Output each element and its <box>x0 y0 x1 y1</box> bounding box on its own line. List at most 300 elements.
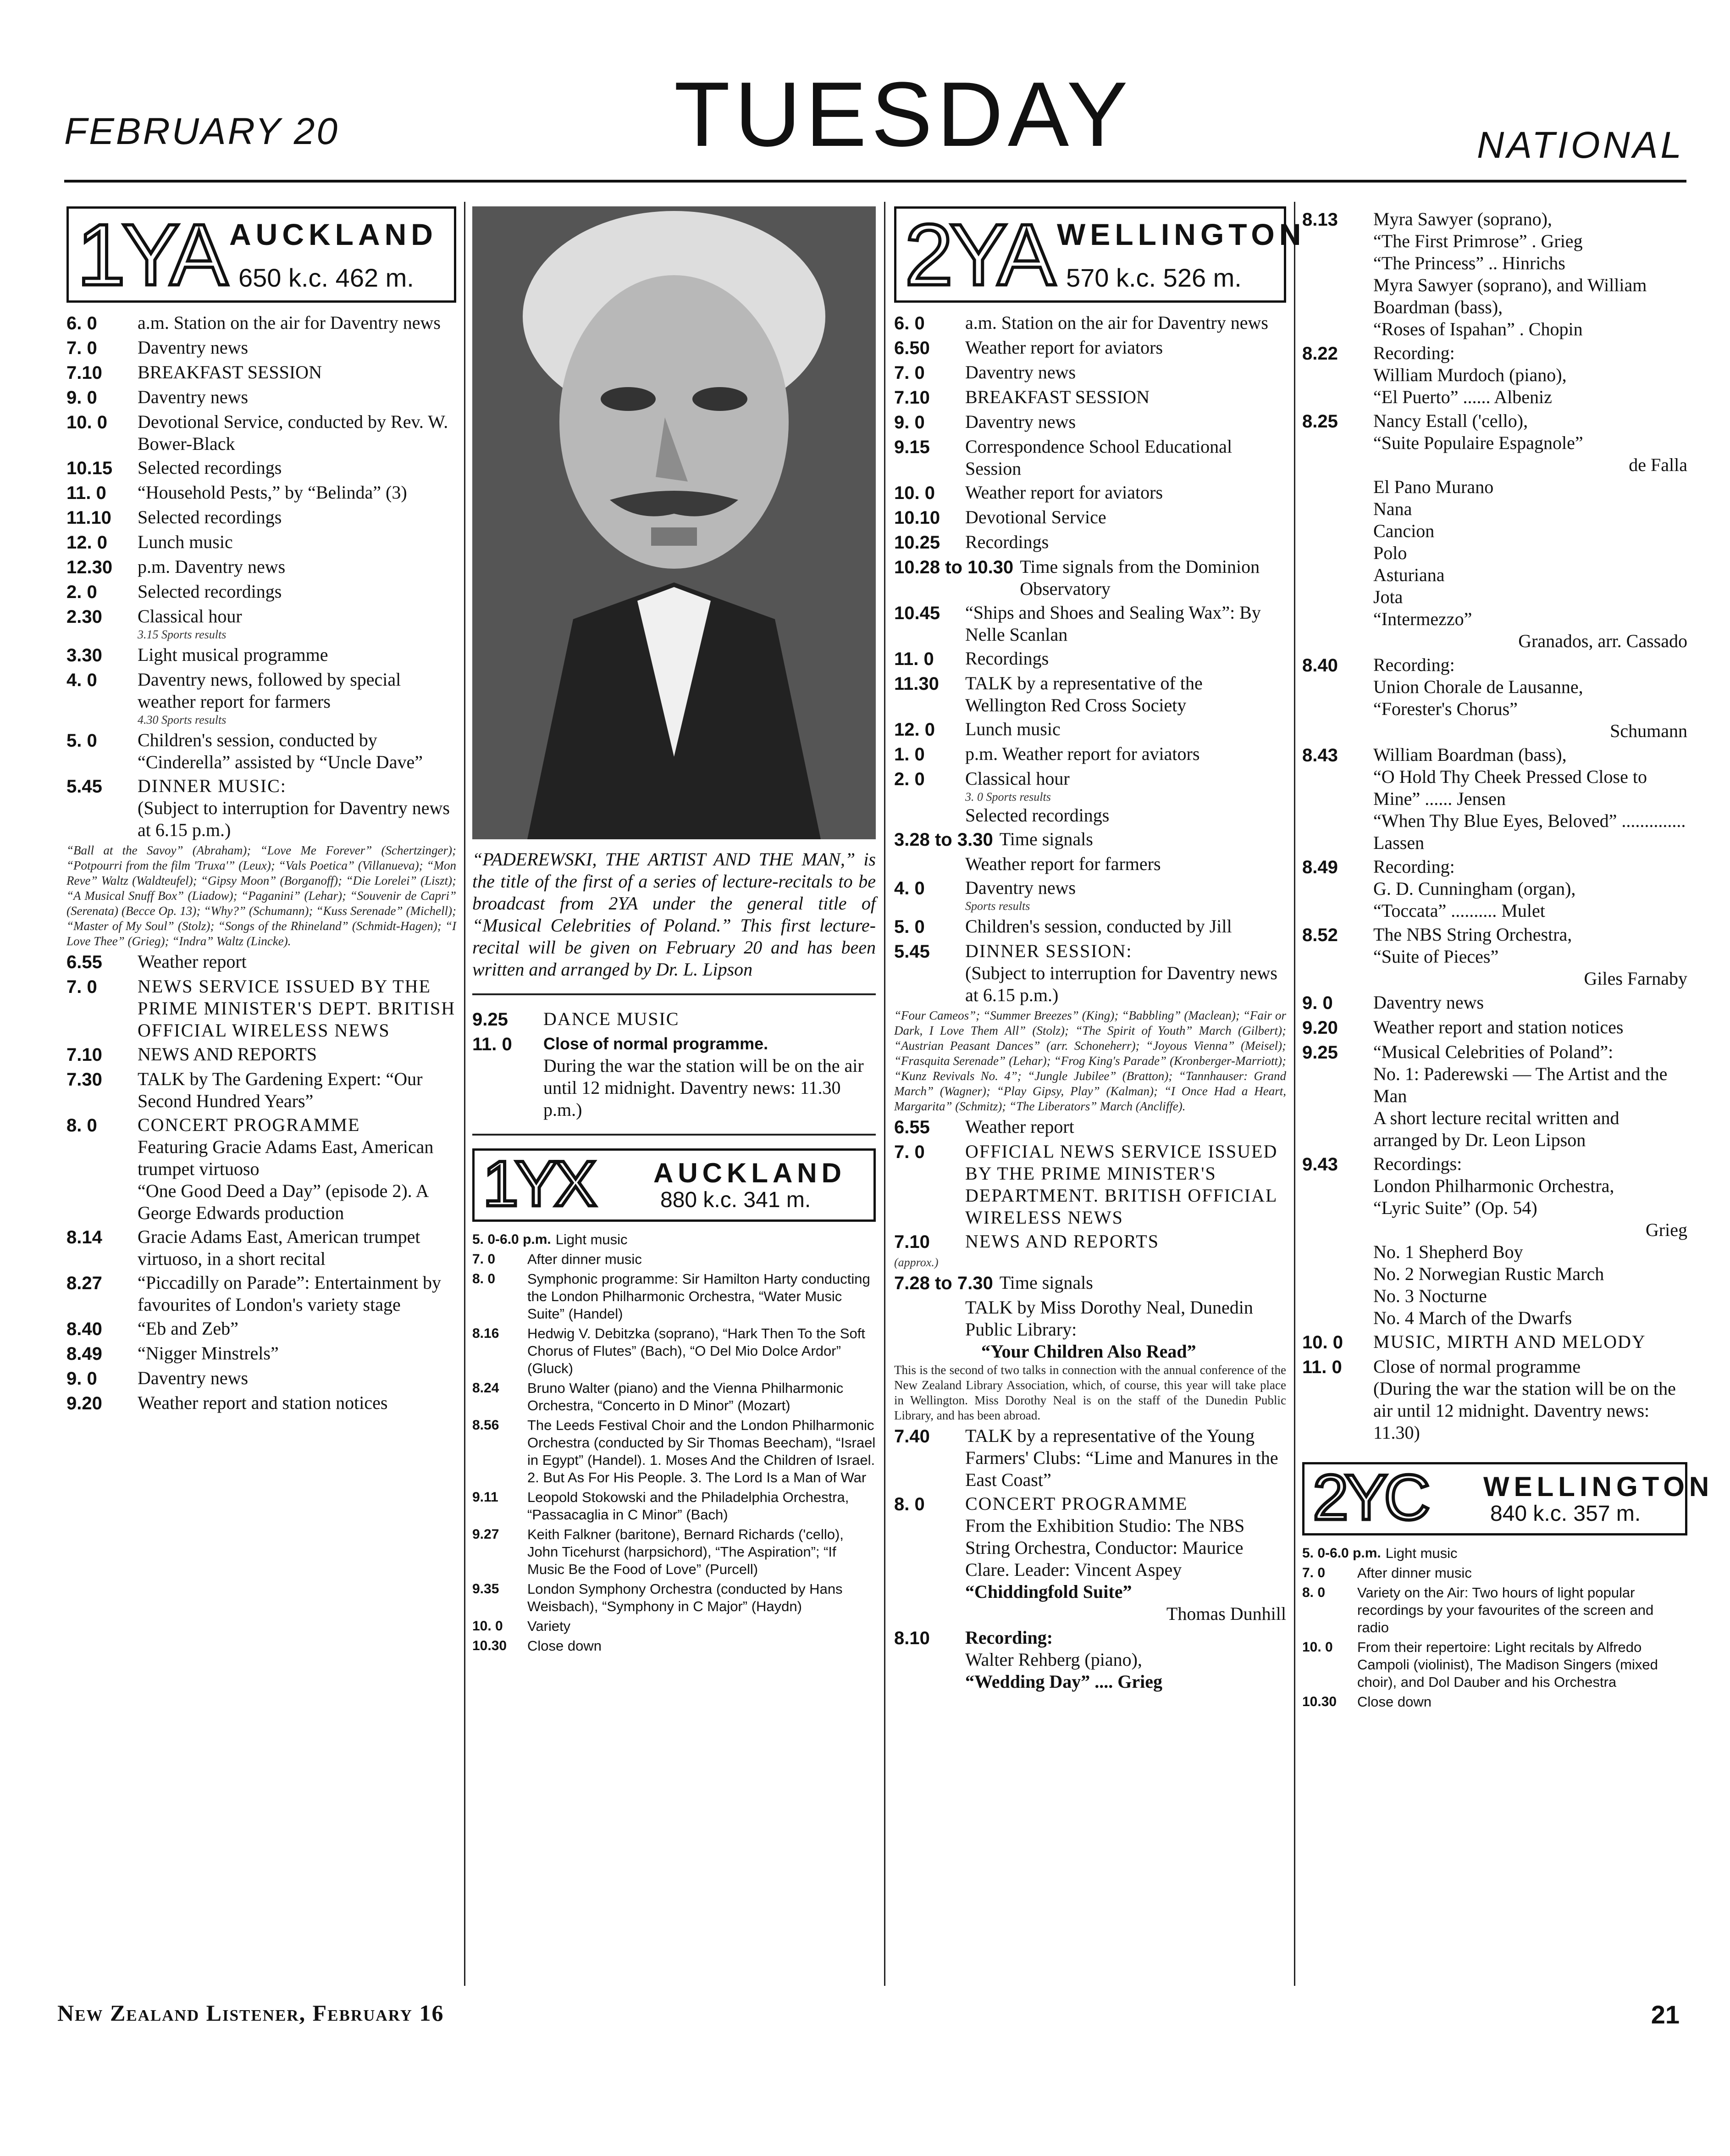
programme-entry <box>1302 654 1687 742</box>
programme-entry <box>894 828 1286 851</box>
entry-line: “El Puerto” ...... Albeniz <box>1373 387 1552 407</box>
entry-subtext: TALK by Miss Dorothy Neal, Dunedin Public Library: <box>965 1297 1253 1340</box>
programme-entry <box>1302 1545 1687 1562</box>
entry-composer: Schumann <box>1610 721 1687 741</box>
entry-note: (approx.) <box>894 1256 939 1269</box>
programme-entry <box>894 531 1286 554</box>
header-date: FEBRUARY 20 <box>64 111 339 152</box>
entry-text: Symphonic programme: Sir Hamilton Harty conducting the London Philharmonic Orchestra, “Water Music Suite” (Handel) <box>527 1271 870 1322</box>
programme-entry <box>894 436 1286 480</box>
entry-text: Weather report for aviators <box>965 482 1163 503</box>
programme-entry <box>66 1043 456 1066</box>
programme-entry <box>894 1627 1286 1693</box>
entry-text: Recording: <box>965 1627 1053 1648</box>
entry-text: Hedwig V. Debitzka (soprano), “Hark Then To the Soft Chorus of Flutes” (Bach), “O Del Mio Dolce Ardor” (Gluck) <box>527 1325 865 1376</box>
entry-time: 6.50 <box>894 338 930 358</box>
entry-text: “Piccadilly on Parade”: Entertainment by favourites of London's variety stage <box>138 1272 441 1315</box>
entry-text: “Nigger Minstrels” <box>138 1343 279 1363</box>
entry-subtext: From the Exhibition Studio: The NBS String Orchestra, Conductor: Maurice Clare. Leader: Vincent Aspey <box>965 1515 1245 1580</box>
entry-text: DINNER MUSIC: <box>138 776 287 796</box>
station-call-sign: 2YA <box>905 206 1052 304</box>
entry-text: Children's session, conducted by Jill <box>965 916 1232 937</box>
entry-text: DANCE MUSIC <box>543 1009 680 1029</box>
entry-text: Daventry news <box>138 1368 249 1388</box>
entry-text: “Musical Celebrities of Poland”: <box>1373 1042 1614 1062</box>
entry-subtext: (Subject to interruption for Daventry news at 6.15 p.m.) <box>138 798 450 840</box>
entry-note: 3.15 Sports results <box>138 628 227 641</box>
entry-text: Time signals <box>999 829 1093 849</box>
entry-time: 6. 0 <box>894 313 925 333</box>
entry-time: 8.43 <box>1302 745 1338 765</box>
entry-subtext: Featuring Gracie Adams East, American trumpet virtuoso <box>138 1136 434 1179</box>
entry-text: Daventry news <box>965 362 1076 382</box>
column-2ya-cont <box>1302 206 1714 1713</box>
entry-text: Light music <box>555 1231 628 1247</box>
entry-text: Gracie Adams East, American trumpet virtuoso, in a short recital <box>138 1226 420 1269</box>
entry-text: Time signals <box>999 1272 1093 1293</box>
entry-text: Recordings <box>965 532 1049 552</box>
entry-time: 10.25 <box>894 532 940 553</box>
entry-text: Bruno Walter (piano) and the Vienna Philharmonic Orchestra, “Concerto in D Minor” (Mozart) <box>527 1380 844 1413</box>
entry-text: Time signals from the Dominion Observatory <box>1020 556 1260 599</box>
entry-time: 9.25 <box>1302 1042 1338 1063</box>
entry-text: CONCERT PROGRAMME <box>965 1493 1188 1514</box>
programme-entry <box>894 877 1286 914</box>
programme-entry <box>894 602 1286 646</box>
entry-time: 11. 0 <box>894 649 934 669</box>
entry-text: Recording: <box>1373 856 1455 877</box>
entry-time: 4. 0 <box>66 670 97 690</box>
entry-subtext: (Subject to interruption for Daventry news at 6.15 p.m.) <box>965 963 1277 1005</box>
programme-entry <box>66 482 456 504</box>
entry-time: 9.35 <box>472 1581 499 1596</box>
photo-caption: “PADEREWSKI, THE ARTIST AND THE MAN,” is the title of the first of a series of lecture-recitals to be broadcast from 2YA under the general title of “Musical Celebrities of Poland.” This first lecture-recital will be given on February 20 and has been written and arranged by Dr. L. Lipson <box>472 849 876 980</box>
entry-time: 9.11 <box>472 1490 498 1505</box>
entry-time: 12. 0 <box>66 532 107 553</box>
entry-time: 2. 0 <box>894 769 925 789</box>
entry-text: TALK by a representative of the Wellington Red Cross Society <box>965 673 1203 715</box>
programme-entry <box>66 457 456 480</box>
station-call-sign: 2YC <box>1313 1461 1427 1533</box>
station-call-sign: 1YA <box>77 206 225 304</box>
programme-entry <box>66 1392 456 1415</box>
entry-time: 10. 0 <box>472 1618 503 1634</box>
entry-work: “Wedding Day” .... Grieg <box>965 1671 1163 1692</box>
entry-time: 8.40 <box>1302 655 1338 676</box>
programme-entry <box>472 1008 876 1031</box>
entry-line: London Philharmonic Orchestra, <box>1373 1175 1614 1196</box>
entry-text: Variety <box>527 1618 571 1634</box>
entry-text: The NBS String Orchestra, <box>1373 924 1572 945</box>
entry-time: 11. 0 <box>1302 1357 1342 1377</box>
column-2ya <box>894 206 1306 1695</box>
dinner-music-list: “Ball at the Savoy” (Abraham); “Love Me Forever” (Schertzinger); “Potpourri from the film 'Truxa'” (Leux); “Vals Poetica” (Villanueva); “Mon Reve” Waltz (Waldteufel); “Gipsy Moon” (Borganoff); “Die Lorelei” (Liszt); “A Musical Snuff Box” (Liadow); “Paganini” (Lehar); “Souvenir de Capri” (Serenata) (Becce Op. 13); “Why?” (Schumann); “Kuss Serenade” (Michell); “Master of My Soul” (Stolz); “Songs of the Rhineland” (Schmidt-Hagen); “I Love Thee” (Grieg); “Indra” Waltz (Lincke). <box>66 843 456 948</box>
programme-entry <box>894 1493 1286 1625</box>
programme-entry <box>472 1580 876 1615</box>
entry-time: 7. 0 <box>894 1142 925 1162</box>
section-rule <box>472 993 876 995</box>
entry-text: Daventry news <box>965 411 1076 432</box>
entry-text: “Eb and Zeb” <box>138 1318 238 1339</box>
station-box-2yc <box>1302 1461 1714 1535</box>
entry-text: p.m. Daventry news <box>138 556 286 577</box>
entry-time: 7. 0 <box>472 1252 496 1267</box>
entry-subtext: Selected recordings <box>965 805 1110 826</box>
programme-entry <box>472 1618 876 1635</box>
programme-entry <box>66 556 456 579</box>
work-item: No. 3 Nocturne <box>1373 1286 1487 1306</box>
entry-text: a.m. Station on the air for Daventry news <box>965 312 1268 333</box>
entry-time: 6.55 <box>66 952 102 972</box>
entry-time: 7.10 <box>66 363 102 383</box>
station-city: AUCKLAND <box>229 217 437 251</box>
programme-entry <box>1302 992 1687 1014</box>
programme-entry <box>1302 342 1687 408</box>
entry-text: Daventry news <box>965 877 1076 898</box>
column-divider <box>884 202 885 1986</box>
entry-text: CONCERT PROGRAMME <box>138 1114 360 1135</box>
entry-text: BREAKFAST SESSION <box>138 362 322 382</box>
work-item: Nana <box>1373 499 1412 519</box>
entry-subtext: During the war the station will be on the air until 12 midnight. Daventry news: 11.30 p.m.) <box>543 1055 864 1120</box>
entry-time: 11. 0 <box>472 1034 512 1054</box>
station-frequency: 840 k.c. 357 m. <box>1490 1502 1641 1526</box>
programme-entry <box>1302 1153 1687 1329</box>
programme-entry <box>1302 1584 1687 1636</box>
entry-line: G. D. Cunningham (organ), <box>1373 878 1576 899</box>
programme-entry <box>472 1033 876 1121</box>
work-item: Cancion <box>1373 521 1435 541</box>
entry-line: “When Thy Blue Eyes, Beloved” .............. Lassen <box>1373 810 1686 853</box>
entry-line: “Lyric Suite” (Op. 54) <box>1373 1197 1537 1218</box>
programme-entry <box>1302 856 1687 922</box>
entry-text: Nancy Estall ('cello), <box>1373 410 1528 431</box>
programme-entry <box>472 1325 876 1377</box>
entry-text: a.m. Station on the air for Daventry news <box>138 312 441 333</box>
programme-entry <box>894 768 1286 826</box>
entry-text: Selected recordings <box>138 581 282 602</box>
entry-text: TALK by a representative of the Young Farmers' Clubs: “Lime and Manures in the East Coast” <box>965 1425 1278 1490</box>
entry-text: “Household Pests,” by “Belinda” (3) <box>138 482 407 503</box>
entry-text: OFFICIAL NEWS SERVICE ISSUED BY THE PRIME MINISTER'S DEPARTMENT. BRITISH OFFICIAL WIRELESS NEWS <box>965 1141 1278 1228</box>
entry-line: A short lecture recital written and arranged by Dr. Leon Lipson <box>1373 1108 1619 1150</box>
entry-text: NEWS AND REPORTS <box>965 1231 1159 1252</box>
entry-time: 9.20 <box>66 1393 102 1413</box>
programme-entry <box>1302 1693 1687 1711</box>
entry-work: “Chiddingfold Suite” <box>965 1581 1132 1602</box>
entry-time: 7. 0 <box>66 338 97 358</box>
entry-text: BREAKFAST SESSION <box>965 387 1150 407</box>
station-box-1ya <box>66 206 456 303</box>
entry-note: 3. 0 Sports results <box>965 790 1051 804</box>
entry-text: Daventry news, followed by special weather report for farmers <box>138 669 401 712</box>
programme-entry <box>894 312 1286 335</box>
column-feature <box>472 206 876 1657</box>
programme-entry <box>472 1270 876 1323</box>
work-item: Asturiana <box>1373 565 1445 585</box>
entry-time: 4. 0 <box>894 878 925 898</box>
entry-text: Leopold Stokowski and the Philadelphia Orchestra, “Passacaglia in C Minor” (Bach) <box>527 1489 849 1523</box>
entry-line: William Murdoch (piano), <box>1373 365 1567 385</box>
entry-time: 8.56 <box>472 1418 499 1433</box>
programme-entry <box>894 361 1286 384</box>
programme-entry <box>1302 1331 1687 1354</box>
station-frequency: 650 k.c. 462 m. <box>238 263 414 292</box>
entry-text: From their repertoire: Light recitals by Alfredo Campoli (violinist), The Madison Singers (mixed choir), and Dol Dauber and his Orchestra <box>1357 1639 1658 1690</box>
entry-line: “The First Primrose” . Grieg <box>1373 231 1583 251</box>
entry-time: 8.13 <box>1302 210 1338 230</box>
station-box-2ya <box>894 206 1306 304</box>
entry-text: Recordings: <box>1373 1153 1462 1174</box>
entry-time: 1. 0 <box>894 744 925 765</box>
entry-text: Close of normal programme. <box>543 1034 768 1053</box>
entry-composer: Giles Farnaby <box>1584 968 1687 989</box>
programme-entry <box>66 506 456 529</box>
entry-composer: de Falla <box>1629 454 1687 475</box>
programme-entry <box>66 1367 456 1390</box>
station-call-sign: 1YX <box>483 1147 593 1219</box>
entry-time: 3.28 to 3.30 <box>894 830 993 850</box>
header-rule <box>64 180 1686 183</box>
entry-time: 8. 0 <box>894 1494 925 1514</box>
entry-text: Lunch music <box>138 532 233 552</box>
entry-text: “Ships and Shoes and Sealing Wax”: By Nelle Scanlan <box>965 602 1261 645</box>
entry-text: TALK by The Gardening Expert: “Our Second Hundred Years” <box>138 1069 423 1111</box>
entry-time: 10.30 <box>472 1638 507 1653</box>
work-item: “Intermezzo” <box>1373 609 1472 629</box>
entry-text: NEWS AND REPORTS <box>138 1044 317 1064</box>
entry-text: Daventry news <box>138 337 249 358</box>
entry-text: Devotional Service <box>965 507 1106 527</box>
entry-note: 4.30 Sports results <box>138 713 227 726</box>
entry-text: Light musical programme <box>138 644 328 665</box>
entry-time: 9.20 <box>1302 1018 1338 1038</box>
programme-entry <box>472 1251 876 1268</box>
programme-entry <box>66 951 456 974</box>
entry-subtext: Walter Rehberg (piano), <box>965 1649 1142 1670</box>
entry-text: Keith Falkner (baritone), Bernard Richards ('cello), John Ticehurst (harpsichord), “The Aspiration”; “If Music Be the Food of Love” (Purcell) <box>527 1526 844 1577</box>
entry-time: 7. 0 <box>894 363 925 383</box>
entry-time: 9. 0 <box>66 1369 97 1389</box>
programme-entry <box>894 1116 1286 1139</box>
programme-entry <box>66 386 456 409</box>
entry-time: 7.10 <box>894 1232 930 1252</box>
programme-entry <box>66 581 456 604</box>
entry-time: 10.28 to 10.30 <box>894 557 1014 577</box>
entry-line: No. 1: Paderewski — The Artist and the Man <box>1373 1064 1668 1106</box>
station-frequency: 570 k.c. 526 m. <box>1066 263 1242 292</box>
entry-time: 5.45 <box>894 942 930 962</box>
programme-entry <box>66 729 456 773</box>
talk-note: This is the second of two talks in connection with the annual conference of the New Zealand Library Association, which, of course, this year will take place in Wellington. Miss Dorothy Neal is on the staff of the Dunedin Public Library, and has been abroad. <box>894 1363 1286 1422</box>
entry-time: 10. 0 <box>66 412 107 432</box>
programme-entry <box>894 915 1286 938</box>
header-day: TUESDAY <box>674 63 1133 166</box>
programme-entry <box>66 1226 456 1270</box>
programme-entry <box>894 743 1286 766</box>
programme-entry <box>1302 744 1687 854</box>
programme-entry <box>1302 1639 1687 1691</box>
programme-entry <box>894 411 1286 434</box>
entry-time: 9. 0 <box>894 412 925 432</box>
entry-text: Classical hour <box>965 768 1070 789</box>
entry-line: Myra Sawyer (soprano), and William Boardman (bass), <box>1373 275 1647 317</box>
entry-text: After dinner music <box>1357 1565 1472 1581</box>
entry-time: 9.15 <box>894 437 930 457</box>
entry-time: 8.49 <box>66 1344 102 1364</box>
programme-entry <box>66 1342 456 1365</box>
entry-text: Recording: <box>1373 654 1455 675</box>
entry-composer: Grieg <box>1645 1219 1687 1240</box>
entry-text: Selected recordings <box>138 507 282 527</box>
entry-time: 9. 0 <box>66 388 97 408</box>
programme-entry <box>894 1272 1286 1295</box>
programme-entry <box>894 482 1286 504</box>
entry-time: 7. 0 <box>66 977 97 997</box>
work-item: No. 1 Shepherd Boy <box>1373 1242 1523 1262</box>
section-rule <box>472 1134 876 1136</box>
entry-text: William Boardman (bass), <box>1373 744 1567 765</box>
programme-entry <box>472 1489 876 1524</box>
programme-entry <box>472 1417 876 1486</box>
footer-page-number: 21 <box>1651 2000 1680 2029</box>
entry-time: 2.30 <box>66 607 102 627</box>
programme-entry <box>66 975 456 1042</box>
entry-line: “Suite Populaire Espagnole” <box>1373 432 1583 453</box>
entry-time: 7.10 <box>894 388 930 408</box>
work-item: El Pano Murano <box>1373 477 1494 497</box>
entry-time: 7.10 <box>66 1045 102 1065</box>
entry-text: Variety on the Air: Two hours of light popular recordings by your favourites of the screen and radio <box>1357 1585 1654 1635</box>
programme-entry <box>1302 924 1687 990</box>
entry-time: 8.24 <box>472 1380 499 1396</box>
entry-time: 7.40 <box>894 1426 930 1447</box>
station-city: AUCKLAND <box>653 1158 846 1188</box>
entry-line: “Roses of Ispahan” . Chopin <box>1373 319 1583 339</box>
programme-entry <box>894 1425 1286 1491</box>
programme-entry <box>894 940 1286 1006</box>
entry-text: Daventry news <box>138 387 249 407</box>
programme-entry <box>894 718 1286 741</box>
programme-entry <box>894 1230 1286 1253</box>
programme-entry <box>894 386 1286 409</box>
programme-entry <box>66 1272 456 1316</box>
entry-text: Weather report and station notices <box>138 1392 388 1413</box>
programme-entry <box>66 605 456 642</box>
station-box-1yx <box>472 1148 876 1222</box>
entry-text: Children's session, conducted by “Cinderella” assisted by “Uncle Dave” <box>138 730 423 772</box>
programme-entry <box>472 1526 876 1578</box>
entry-time: 8.49 <box>1302 857 1338 877</box>
entry-text: Correspondence School Educational Session <box>965 436 1233 479</box>
entry-time: 8. 0 <box>472 1271 496 1286</box>
programme-entry <box>66 531 456 554</box>
station-city: WELLINGTON <box>1057 217 1306 251</box>
programme-entry <box>66 312 456 335</box>
header-network: NATIONAL <box>1477 124 1684 166</box>
entry-time: 5. 0 <box>66 731 97 751</box>
programme-entry <box>66 411 456 455</box>
entry-text: After dinner music <box>527 1251 642 1267</box>
programme-entry <box>894 556 1286 600</box>
entry-subtext: Weather report for farmers <box>965 854 1161 874</box>
entry-text: NEWS SERVICE ISSUED BY THE PRIME MINISTER'S DEPT. BRITISH OFFICIAL WIRELESS NEWS <box>138 976 456 1041</box>
programme-entry <box>66 337 456 360</box>
entry-time: 11.30 <box>894 674 939 694</box>
entry-line: “O Hold Thy Cheek Pressed Close to Mine” ...... Jensen <box>1373 766 1647 809</box>
entry-text: Lunch music <box>965 719 1061 739</box>
entry-text: Recording: <box>1373 343 1455 363</box>
entry-line: “Toccata” .......... Mulet <box>1373 900 1545 921</box>
entry-time: 9.27 <box>472 1527 499 1542</box>
station-frequency: 880 k.c. 341 m. <box>660 1188 811 1212</box>
entry-text: DINNER SESSION: <box>965 941 1133 961</box>
programme-entry <box>472 1231 876 1248</box>
entry-line: Union Chorale de Lausanne, <box>1373 676 1583 697</box>
entry-time: 7.30 <box>66 1070 102 1090</box>
entry-time: 5. 0 <box>894 917 925 937</box>
dinner-session-list: “Four Cameos”; “Summer Breezes” (King); “Babbling” (Maclean); “Fair or Dark, I Love Them All” (Stolz); “The Spirit of Youth” March (Gilbert); “Austrian Peasant Dances” (arr. Schoneherr); “Joyous Vienna” (Meisel); “Frasquita Serenade” (Lehar); “Frog King's Parade” (Kronberger-Marriott); “Kunz Revivals No. 4”; “Jungle Jubilee” (Bratton); “Tannhauser: Grand March” (Wagner); “Play Gipsy, Play” (Kalman); “I Once Had a Heart, Margarita” (Schmitz); “The Liberators” March (Ancliffe). <box>894 1009 1286 1113</box>
column-divider <box>464 202 465 1986</box>
column-divider <box>1294 202 1295 1986</box>
entry-time: 8. 0 <box>1302 1585 1326 1600</box>
entry-text: London Symphony Orchestra (conducted by Hans Weisbach), “Symphony in C Major” (Haydn) <box>527 1581 843 1614</box>
entry-time: 8.10 <box>894 1628 930 1648</box>
entry-text: Devotional Service, conducted by Rev. W. Bower-Black <box>138 411 448 454</box>
entry-line: “Suite of Pieces” <box>1373 946 1499 967</box>
portrait-illustration <box>472 206 876 839</box>
entry-time: 6.55 <box>894 1117 930 1137</box>
entry-time: 9. 0 <box>1302 993 1333 1013</box>
entry-time: 5.45 <box>66 776 102 797</box>
column-1ya <box>66 206 456 1417</box>
entry-subtext: (During the war the station will be on the air until 12 midnight. Daventry news: 11.30) <box>1373 1378 1676 1443</box>
entry-text: Classical hour <box>138 606 242 626</box>
programme-entry <box>472 1637 876 1655</box>
entry-time: 9.43 <box>1302 1154 1338 1175</box>
entry-text: MUSIC, MIRTH AND MELODY <box>1373 1331 1646 1352</box>
programme-entry <box>1302 410 1687 652</box>
entry-time: 12.30 <box>66 557 113 577</box>
programme-entry <box>66 1114 456 1224</box>
programme-entry <box>1302 1564 1687 1582</box>
entry-text: Weather report <box>138 951 247 972</box>
entry-text: Light music <box>1385 1545 1458 1561</box>
work-item: Jota <box>1373 587 1403 607</box>
work-item: No. 4 March of the Dwarfs <box>1373 1308 1572 1328</box>
programme-entry <box>472 1380 876 1414</box>
entry-time: 10.10 <box>894 508 940 528</box>
entry-text: Weather report <box>965 1116 1074 1137</box>
entry-time: 11.10 <box>66 508 111 528</box>
entry-time: 10. 0 <box>1302 1332 1343 1352</box>
entry-time: 9.25 <box>472 1009 508 1030</box>
programme-entry <box>66 361 456 384</box>
entry-composer: Thomas Dunhill <box>1166 1603 1286 1624</box>
entry-time: 10.45 <box>894 603 940 623</box>
programme-entry <box>1302 208 1687 340</box>
entry-line: “The Princess” .. Hinrichs <box>1373 253 1565 273</box>
entry-time: 8.14 <box>66 1227 102 1247</box>
entry-text: The Leeds Festival Choir and the London Philharmonic Orchestra (conducted by Sir Thomas Beecham), “Israel in Egypt” (Handel). 1. Moses And the Children of Israel. 2. But As For His People. 3. The Lord Is a Man of War <box>527 1417 876 1485</box>
entry-time: 8.22 <box>1302 344 1338 364</box>
entry-time: 8.16 <box>472 1326 499 1341</box>
programme-entry <box>894 1141 1286 1229</box>
entry-time: 10.15 <box>66 458 113 478</box>
entry-text: Selected recordings <box>138 457 282 478</box>
programme-entry <box>66 669 456 727</box>
entry-time: 8.52 <box>1302 925 1338 945</box>
